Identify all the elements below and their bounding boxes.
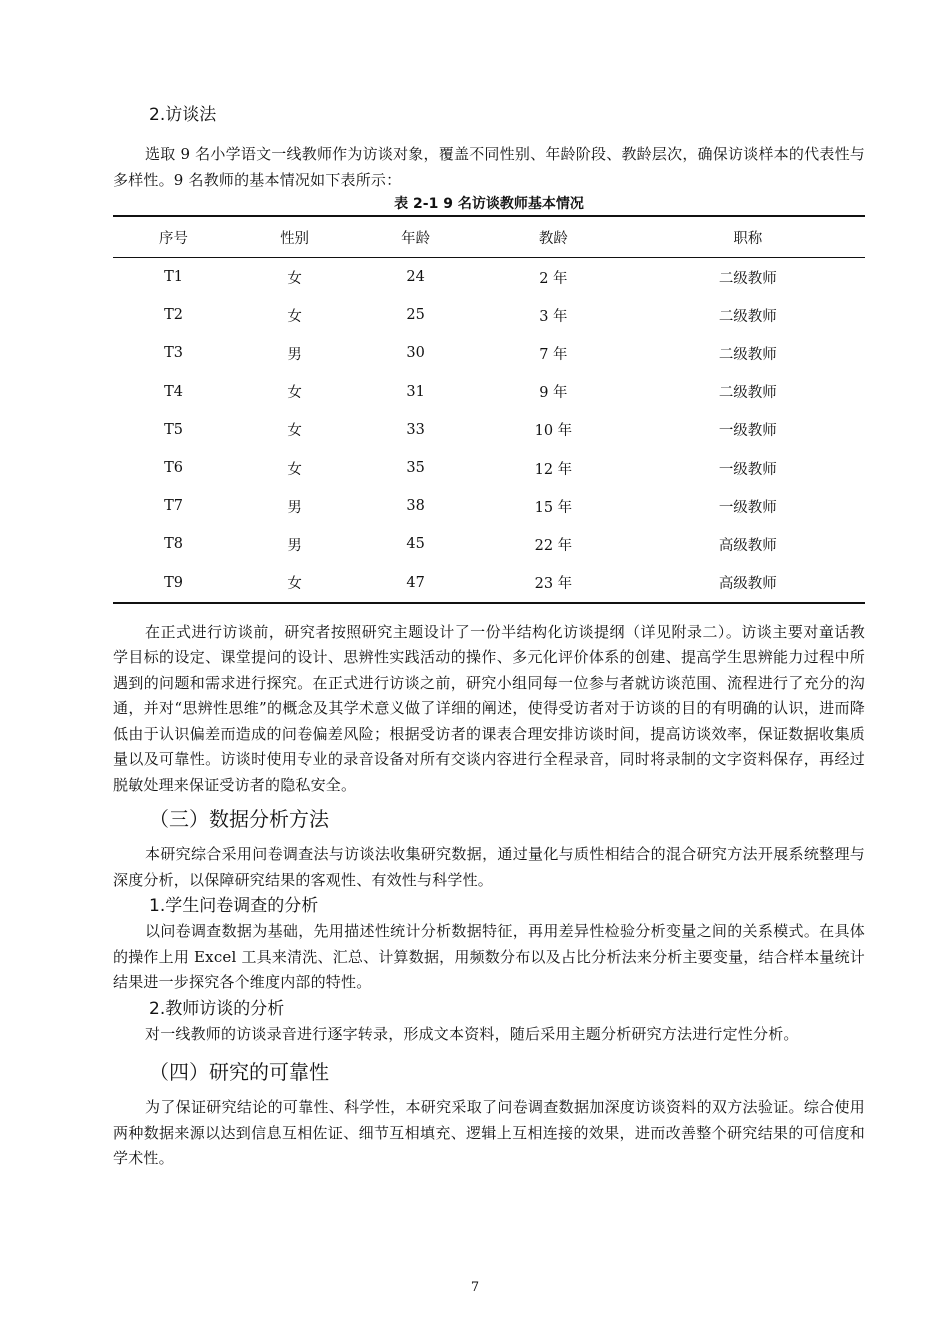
- cell-age: 33: [406, 421, 425, 438]
- cell-teaching-years: 3 年: [539, 308, 568, 325]
- cell-id: T3: [164, 345, 183, 362]
- cell-age: 30: [406, 345, 425, 362]
- table-row: [113, 564, 865, 603]
- table-row: [113, 373, 865, 411]
- col-header-id: 序号: [113, 216, 234, 258]
- cell-gender: 女: [287, 308, 302, 325]
- cell-teaching-years: 12 年: [534, 461, 573, 478]
- cell-teaching-years: 23 年: [476, 564, 631, 603]
- cell-teaching-years: 15 年: [534, 499, 573, 516]
- cell-gender: 女: [287, 385, 302, 402]
- cell-teaching-years: 2 年: [539, 270, 568, 287]
- interview-process-paragraph: 在正式进行访谈前，研究者按照研究主题设计了一份半结构化访谈提纲（详见附录二）。访谈主要对童话教学目标的设定、课堂提问的设计、思辨性实践活动的操作、多元化评价体系的创建、提高学生思辨能力过程中所遇到的问题和需求进行探究。在正式进行访谈之前，研究小组同每一位参与者就访谈范围、流程进行了充分的沟通，并对“思辨性思维”的概念及其学术意义做了详细的阐述，使得受访者对于访谈的目的有明确的认识，进而降低由于认识偏差而造成的问卷偏差风险；根据受访者的课表合理安排访谈时间，提高访谈效率，保证数据收集质量以及可靠性。访谈时使用专业的录音设备对所有交谈内容进行全程录音，同时将录制的文字资料保存，再经过脱敏处理来保证受访者的隐私安全。: [113, 622, 865, 794]
- cell-title: 一级教师: [718, 499, 777, 516]
- cell-gender: 女: [234, 564, 355, 603]
- teacher-interview-analysis-heading: 2.教师访谈的分析: [149, 998, 285, 1019]
- cell-gender: 女: [287, 423, 302, 440]
- teacher-interview-analysis-paragraph: 对一线教师的访谈录音进行逐字转录，形成文本资料，随后采用主题分析研究方法进行定性分析。: [145, 1024, 799, 1043]
- page-content: [113, 100, 865, 1172]
- table-row: [113, 334, 865, 372]
- cell-id: T7: [164, 498, 183, 515]
- table-row: [113, 296, 865, 334]
- data-analysis-intro-paragraph: 本研究综合采用问卷调查法与访谈法收集研究数据，通过量化与质性相结合的混合研究方法开展系统整理与深度分析，以保障研究结果的客观性、有效性与科学性。: [113, 845, 865, 889]
- table-row: [113, 258, 865, 297]
- cell-title: 一级教师: [718, 461, 777, 478]
- cell-teaching-years: 10 年: [534, 423, 573, 440]
- cell-age: 47: [355, 564, 476, 603]
- col-header-title: 职称: [631, 216, 865, 258]
- cell-teaching-years: 9 年: [539, 385, 568, 402]
- reliability-heading: （四）研究的可靠性: [149, 1060, 329, 1085]
- reliability-paragraph: 为了保证研究结论的可靠性、科学性，本研究采取了问卷调查数据加深度访谈资料的双方法验证。综合使用两种数据来源以达到信息互相佐证、细节互相填充、逻辑上互相连接的效果，进而改善整个研究结果的可信度和学术性。: [113, 1098, 865, 1168]
- cell-age: 38: [406, 498, 425, 515]
- cell-gender: 女: [287, 461, 302, 478]
- data-analysis-heading: （三）数据分析方法: [149, 807, 329, 832]
- cell-id: T6: [164, 460, 183, 477]
- cell-title: 二级教师: [718, 385, 777, 402]
- cell-title: 二级教师: [718, 346, 777, 363]
- cell-title: 一级教师: [718, 423, 777, 440]
- cell-title: 高级教师: [631, 564, 865, 603]
- interview-method-heading: 2.访谈法: [149, 105, 217, 125]
- cell-id: T5: [164, 421, 183, 438]
- cell-title: 高级教师: [718, 537, 777, 554]
- table-caption: 表 2-1 9 名访谈教师基本情况: [394, 196, 584, 212]
- cell-age: 35: [406, 460, 425, 477]
- page-number: 7: [470, 1280, 480, 1295]
- cell-title: 二级教师: [718, 308, 777, 325]
- questionnaire-analysis-heading: 1.学生问卷调查的分析: [149, 896, 319, 917]
- cell-id: T4: [164, 383, 183, 400]
- table-row: [113, 487, 865, 525]
- cell-gender: 女: [287, 270, 302, 287]
- table-row: [113, 411, 865, 449]
- table-row: [113, 449, 865, 487]
- cell-id: T1: [164, 269, 183, 286]
- questionnaire-analysis-paragraph: 以问卷调查数据为基础，先用描述性统计分析数据特征，再用差异性检验分析变量之间的关系模式。在具体的操作上用 Excel 工具来清洗、汇总、计算数据，用频数分布以及占比分析法来分析主要变量，结合样本量统计结果进一步探究各个维度内部的特性。: [113, 922, 865, 992]
- table-row: [113, 525, 865, 563]
- interview-intro-paragraph: 选取 9 名小学语文一线教师作为访谈对象，覆盖不同性别、年龄阶段、教龄层次，确保访谈样本的代表性与多样性。9 名教师的基本情况如下表所示：: [113, 145, 865, 189]
- col-header-gender: 性别: [234, 216, 355, 258]
- cell-age: 31: [406, 383, 425, 400]
- cell-gender: 男: [287, 499, 302, 516]
- cell-title: 二级教师: [718, 270, 777, 287]
- table-header-row: [113, 216, 865, 258]
- cell-age: 24: [406, 269, 425, 286]
- cell-age: 25: [406, 307, 425, 324]
- cell-gender: 男: [287, 346, 302, 363]
- cell-gender: 男: [287, 537, 302, 554]
- teacher-info-table: [113, 215, 865, 604]
- col-header-age: 年龄: [355, 216, 476, 258]
- cell-age: 45: [406, 536, 425, 553]
- cell-id: T8: [164, 536, 183, 553]
- cell-id: T2: [164, 307, 183, 324]
- cell-teaching-years: 22 年: [534, 537, 573, 554]
- cell-id: T9: [113, 564, 234, 603]
- cell-teaching-years: 7 年: [539, 346, 568, 363]
- col-header-teaching-years: 教龄: [476, 216, 631, 258]
